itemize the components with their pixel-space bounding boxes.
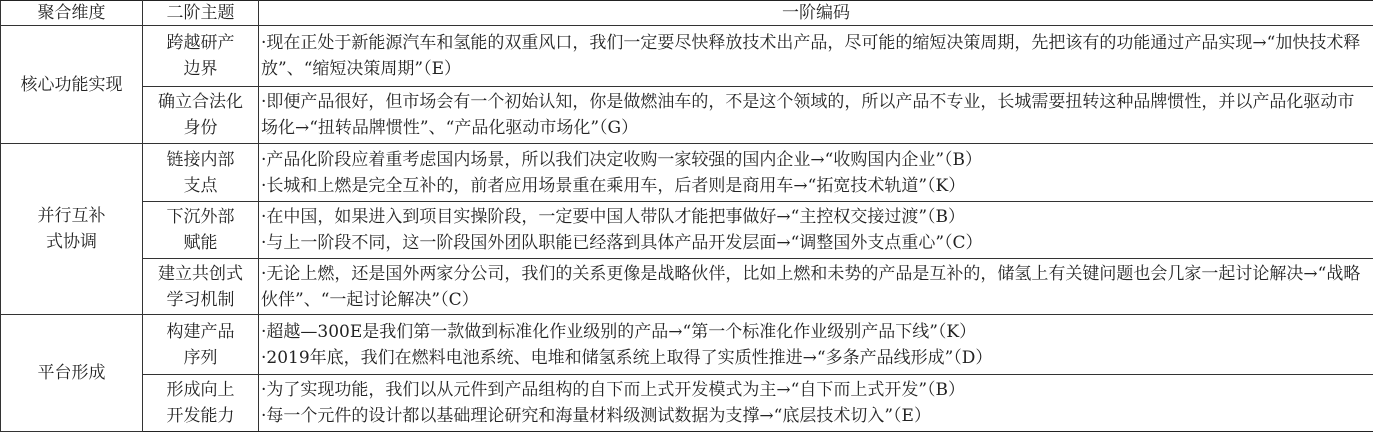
theme-label-line1: 下沉外部 <box>166 207 235 227</box>
code-entry: ·无论上燃，还是国外两家分公司，我们的关系更像是战略伙伴，比如上燃和未势的产品是互补的，储氢上有关键问题也会几家一起讨论解决→“战略伙伴”、“一起讨论解决”（C） <box>261 263 1361 310</box>
dimension-label: 平台形成 <box>37 363 106 383</box>
theme-cell <box>143 26 259 87</box>
theme-label-line2: 序列 <box>183 347 218 368</box>
theme-cell <box>143 375 259 432</box>
table-row <box>1 315 1373 375</box>
dimension-cell-core-function <box>1 26 143 144</box>
code-cell <box>259 87 1373 144</box>
header-first-order-code: 一阶编码 <box>259 1 1373 26</box>
theme-label-line2: 学习机制 <box>166 289 235 310</box>
table-row <box>1 144 1373 202</box>
table-row <box>1 259 1373 315</box>
header-aggregate-dimension: 聚合维度 <box>1 1 143 26</box>
code-cell <box>259 259 1373 315</box>
code-entry: ·长城和上燃是完全互补的，前者应用场景重在乘用车，后者则是商用车→“拓宽技术轨道”（K） <box>261 175 966 196</box>
code-cell <box>259 375 1373 432</box>
code-cell <box>259 144 1373 202</box>
dimension-label-line2: 式协调 <box>46 232 97 252</box>
theme-label-line2: 开发能力 <box>166 406 235 426</box>
theme-label-line2: 边界 <box>183 59 218 79</box>
table-row <box>1 375 1373 432</box>
theme-label-line1: 形成向上 <box>166 380 235 400</box>
dimension-cell-parallel-coordination <box>1 144 143 315</box>
theme-label-line1: 链接内部 <box>166 149 235 170</box>
table-row <box>1 202 1373 259</box>
code-cell <box>259 26 1373 87</box>
theme-cell <box>143 202 259 259</box>
table-row <box>1 87 1373 144</box>
theme-cell <box>143 87 259 144</box>
dimension-label-line1: 并行互补 <box>37 206 106 226</box>
theme-label-line1: 建立共创式 <box>158 263 243 284</box>
theme-cell <box>143 315 259 375</box>
code-cell <box>259 315 1373 375</box>
code-entry: ·与上一阶段不同，这一阶段国外团队职能已经落到具体产品开发层面→“调整国外支点重心”（C） <box>261 233 983 253</box>
dimension-label: 核心功能实现 <box>20 74 123 95</box>
header-row <box>1 1 1373 26</box>
header-second-order-theme: 二阶主题 <box>143 1 259 26</box>
code-entry: ·产品化阶段应着重考虑国内场景，所以我们决定收购一家较强的国内企业→“收购国内企业”（B） <box>261 149 983 170</box>
code-entry: ·在中国，如果进入到项目实操阶段，一定要中国人带队才能把事做好→“主控权交接过渡”（B） <box>261 207 966 227</box>
theme-label-line2: 身份 <box>183 118 218 138</box>
table-row <box>1 26 1373 87</box>
theme-cell <box>143 259 259 315</box>
code-entry: ·为了实现功能，我们以从元件到产品组构的自下而上式开发模式为主→“自下而上式开发”（B） <box>261 380 966 400</box>
dimension-cell-platform-formation <box>1 315 143 432</box>
code-entry: ·现在正处于新能源汽车和氢能的双重风口，我们一定要尽快释放技术出产品，尽可能的缩短决策周期，先把该有的功能通过产品实现→“加快技术释放”、“缩短决策周期”（E） <box>261 33 1361 79</box>
theme-cell <box>143 144 259 202</box>
theme-label-line1: 构建产品 <box>166 321 235 342</box>
code-entry: ·每一个元件的设计都以基础理论研究和海量材料级测试数据为支撑→“底层技术切入”（E） <box>261 406 931 426</box>
code-cell <box>259 202 1373 259</box>
theme-label-line2: 支点 <box>183 175 218 196</box>
code-entry: ·超越—300E是我们第一款做到标准化作业级别的产品→“第一个标准化作业级别产品下线”（K） <box>261 321 977 342</box>
code-entry: ·即便产品很好，但市场会有一个初始认知，你是做燃油车的，不是这个领域的，所以产品不专业，长城需要扭转这种品牌惯性，并以产品化驱动市场化→“扭转品牌惯性”、“产品化驱动市场化”（G） <box>261 92 1355 138</box>
theme-label-line2: 赋能 <box>183 233 218 253</box>
code-entry: ·2019年底，我们在燃料电池系统、电堆和储氢系统上取得了实质性推进→“多条产品线形成”（D） <box>261 347 993 368</box>
theme-label-line1: 确立合法化 <box>158 92 243 112</box>
theme-label-line1: 跨越研产 <box>166 33 235 53</box>
